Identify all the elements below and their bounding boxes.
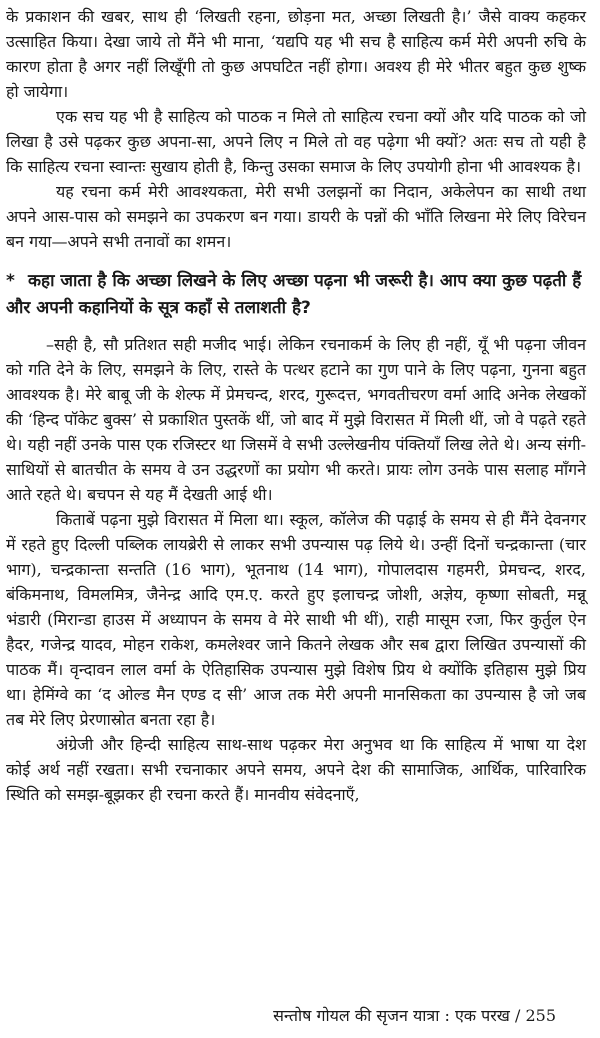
answer-paragraph-3: अंग्रेजी और हिन्दी साहित्य साथ-साथ पढ़कर मेरा अनुभव था कि साहित्य में भाषा या देश कोई अर्थ नहीं रखता। सभी रचनाकार अपने समय, अपने देश की सामाजिक, आर्थिक, पारिवारिक स्थिति को समझ-बूझकर ही रचना करते हैं। मानवीय संवेदनाएँ, xyxy=(6,735,586,804)
paragraph-1: के प्रकाशन की खबर, साथ ही ‘लिखती रहना, छोड़ना मत, अच्छा लिखती है।’ जैसे वाक्य कहकर उत्साहित किया। देखा जाये तो मैंने भी माना, ‘यद्यपि यह भी सच है साहित्य कर्म मेरी अपनी रुचि के कारण होता है अगर नहीं लिखूँगी तो कुछ अपघटित नहीं होगा। अवश्य ही मेरे भीतर बहुत कुछ शुष्क हो जायेगा। xyxy=(6,7,586,101)
paragraph-2: एक सच यह भी है साहित्य को पाठक न मिले तो साहित्य रचना क्यों और यदि पाठक को जो लिखा है उसे पढ़कर कुछ अपना-सा, अपने लिए न मिले तो वह पढ़ेगा भी क्यों? अतः सच तो यही है कि साहित्य रचना स्वान्तः सुखाय होती है, किन्तु उसका समाज के लिए उपयोगी होना भी आवश्यक है। xyxy=(6,107,586,176)
answer-paragraph-1: –सही है, सौ प्रतिशत सही मजीद भाई। लेकिन रचनाकर्म के लिए ही नहीं, यूँ भी पढ़ना जीवन को गति देने के लिए, समझने के लिए, रास्ते के पत्थर हटाने का गुण पाने के लिए पढ़ना, गुनना बहुत आवश्यक है। मेरे बाबू जी के शेल्फ में प्रेमचन्द, शरद, गुरूदत्त, भगवतीचरण वर्मा आदि अनेक लेखकों की ‘हिन्द पॉकेट बुक्स’ से प्रकाशित पुस्तकें थीं, जो बाद में मुझे विरासत में मिली थीं, जो वे पढ़ते रहते थे। यही नहीं उनके पास एक रजिस्टर था जिसमें वे सभी उल्लेखनीय पंक्तियाँ लिख लेते थे। अन्य संगी-साथियों से बातचीत के समय वे उन उद्धरणों का प्रयोग भी करते। प्रायः लोग उनके पास सलाह माँगने आते रहते थे। बचपन से यह मैं देखती आई थी। xyxy=(6,335,586,504)
question-text: कहा जाता है कि अच्छा लिखने के लिए अच्छा पढ़ना भी जरूरी है। आप क्या कुछ पढ़ती हैं और अपनी कहानियों के सूत्र कहाँ से तलाशती है? xyxy=(6,271,582,318)
question-marker: * xyxy=(6,271,15,291)
interview-question xyxy=(6,268,586,322)
paragraph-3: यह रचना कर्म मेरी आवश्यकता, मेरी सभी उलझनों का निदान, अकेलेपन का साथी तथा अपने आस-पास को समझने का उपकरण बन गया। डायरी के पन्नों की भाँति लिखना मेरे लिए विरेचन बन गया—अपने सभी तनावों का शमन। xyxy=(6,182,586,251)
page-footer: सन्तोष गोयल की सृजन यात्रा : एक परख / 255 xyxy=(273,1006,556,1025)
answer-paragraph-2: किताबें पढ़ना मुझे विरासत में मिला था। स्कूल, कॉलेज की पढ़ाई के समय से ही मैंने देवनगर में रहते हुए दिल्ली पब्लिक लायब्रेरी से लाकर सभी उपन्यास पढ़ लिये थे। उन्हीं दिनों चन्द्रकान्ता (चार भाग), चन्द्रकान्ता सन्तति (16 भाग), भूतनाथ (14 भाग), गोपालदास गहमरी, प्रेमचन्द, शरद, बंकिमनाथ, विमलमित्र, जैनेन्द्र आदि एम.ए. करते हुए इलाचन्द्र जोशी, अज्ञेय, कृष्णा सोबती, मन्नू भंडारी (मिरान्डा हाउस में अध्यापन के समय वे मेरे साथी भी थीं), राही मासूम रजा, फिर कुर्तुल ऐन हैदर, गजेन्द्र यादव, मोहन राकेश, कमलेश्वर जाने कितने लेखक और सब द्वारा लिखित उपन्यासों की पाठक मैं। वृन्दावन लाल वर्मा के ऐतिहासिक उपन्यास मुझे विशेष प्रिय थे क्योंकि इतिहास मुझे प्रिय था। हेमिंग्वे का ‘द ओल्ड मैन एण्ड द सी’ आज तक मेरी अपनी मानसिकता का उपन्यास है जो जब तब मेरे लिए प्रेरणास्रोत बनता रहा है। xyxy=(6,510,586,729)
